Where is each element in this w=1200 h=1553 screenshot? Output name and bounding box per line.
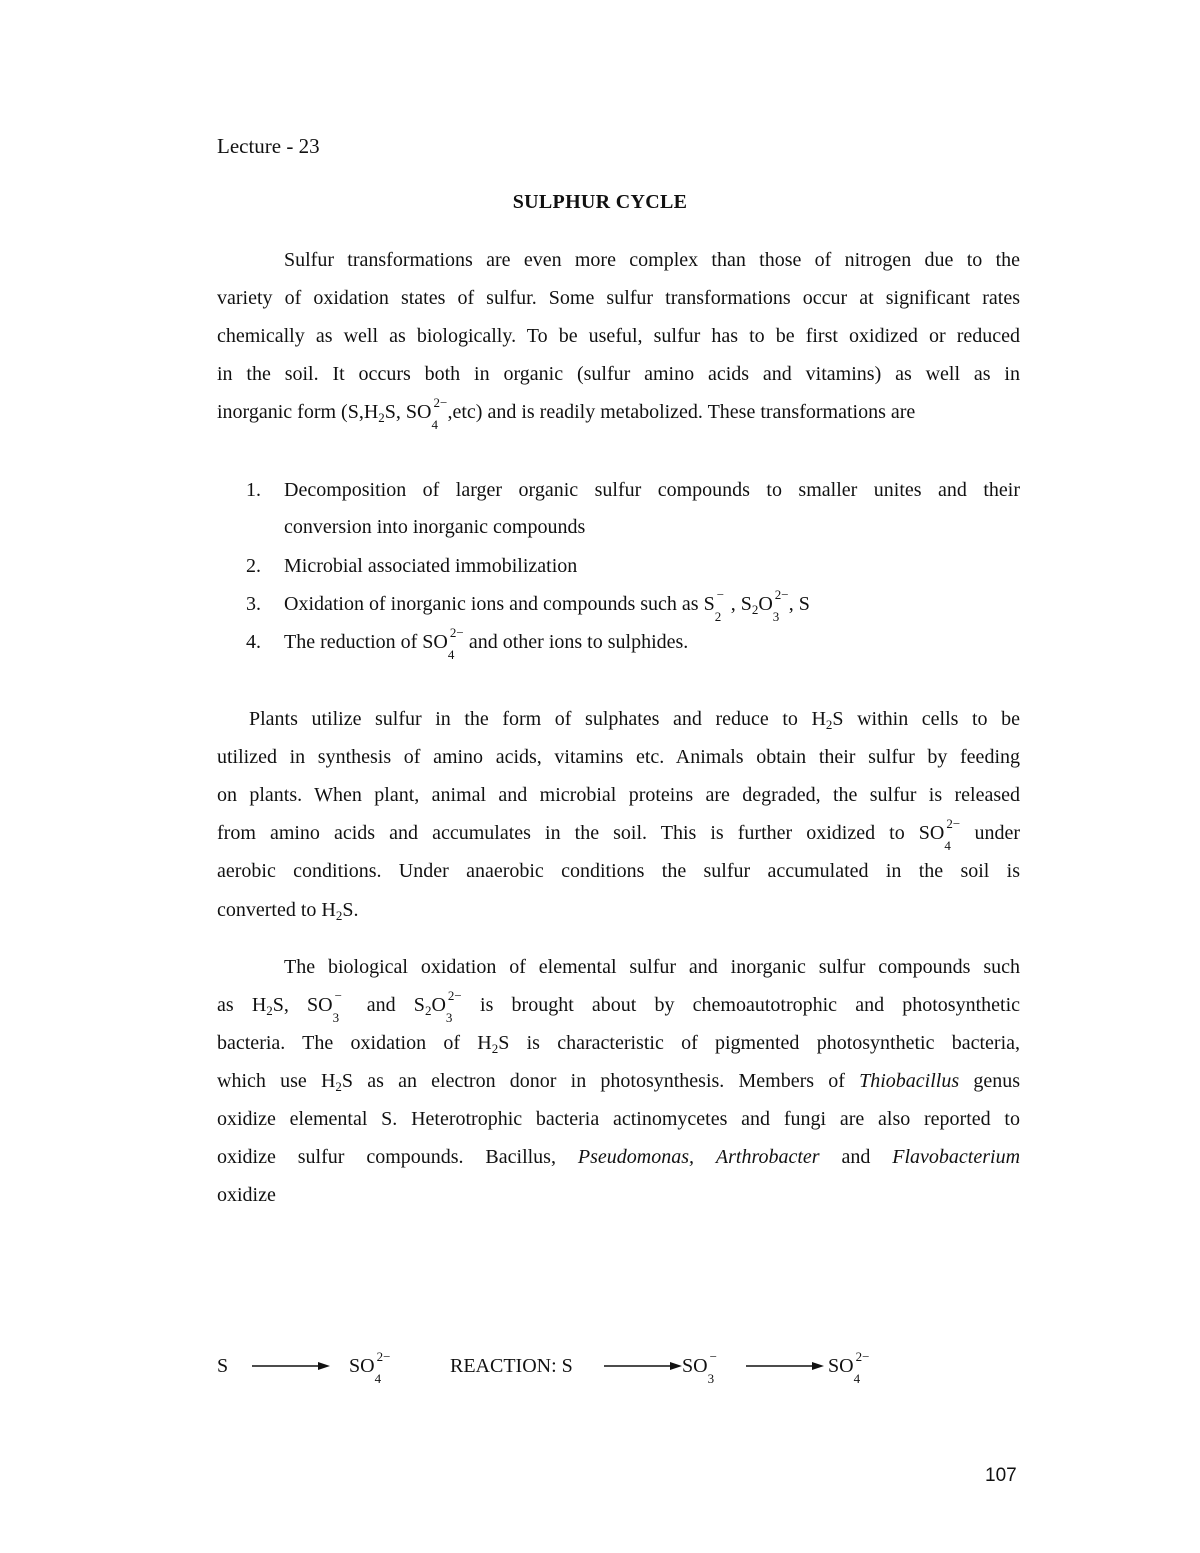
- list-number: 4.: [246, 631, 261, 653]
- lecture-number: Lecture - 23: [217, 134, 320, 158]
- list-item: Oxidation of inorganic ions and compounds such as S 2 − , $S_2O$ 3 2− , S: [284, 587, 810, 624]
- arrow-right-icon: [604, 1361, 682, 1371]
- text-line: chemically as well as biologically. To be useful, sulfur has to be first oxidized or reduced: [217, 325, 1020, 347]
- list-number: 2.: [246, 555, 261, 577]
- list-item: Decomposition of larger organic sulfur compounds to smaller unites and their: [284, 479, 1020, 501]
- genus-name: Arthrobacter: [715, 1146, 820, 1168]
- text-line: from amino acids and accumulates in the soil. This is further oxidized to SO 4 2− under: [217, 816, 1020, 853]
- text-line: utilized in synthesis of amino acids, vitamins etc. Animals obtain their sulfur by feeding: [217, 746, 1020, 768]
- text-line: oxidize: [217, 1184, 276, 1206]
- text-line: aerobic conditions. Under anaerobic conditions the sulfur accumulated in the soil is: [217, 860, 1020, 882]
- arrow-right-icon: [252, 1361, 330, 1371]
- text-line: which use $H_2S$ as an electron donor in photosynthesis. Members of Thiobacillus genus: [217, 1070, 1020, 1094]
- list-number: 1.: [246, 479, 261, 501]
- sulfur-symbol: S: [217, 1355, 229, 1377]
- sulfate-symbol: SO 4 2−: [828, 1349, 870, 1386]
- text-line: The biological oxidation of elemental sulfur and inorganic sulfur compounds such: [284, 956, 1020, 978]
- reaction-label: REACTION: S: [450, 1355, 573, 1377]
- text-line: Sulfur transformations are even more complex than those of nitrogen due to the: [284, 249, 1020, 271]
- genus-name: Thiobacillus: [859, 1070, 960, 1092]
- text-line: on plants. When plant, animal and microbial proteins are degraded, the sulfur is released: [217, 784, 1020, 806]
- text-line: oxidize sulfur compounds. Bacillus, Pseudomonas, Arthrobacter and Flavobacterium: [217, 1146, 1021, 1168]
- text-line: Plants utilize sulfur in the form of sulphates and reduce to $H_2S$ within cells to be: [249, 708, 1020, 732]
- text-line: converted to $H_2S$.: [217, 899, 359, 923]
- genus-name: Pseudomonas,: [577, 1146, 694, 1168]
- text-line: variety of oxidation states of sulfur. Some sulfur transformations occur at significant rates: [217, 287, 1020, 309]
- sulfate-symbol: SO 4 2−: [349, 1349, 391, 1386]
- page-title: SULPHUR CYCLE: [512, 191, 688, 213]
- genus-name: Flavobacterium: [892, 1146, 1021, 1168]
- list-item-continuation: conversion into inorganic compounds: [284, 516, 586, 538]
- text-line: as $H_2S$, SO 3 − and $S_2O$ 3 2− is brought about by chemoautotrophic and photosynthetic: [217, 988, 1020, 1025]
- list-item: Microbial associated immobilization: [284, 555, 578, 577]
- text-line: inorganic form ($S,H_2S$, SO 4 2− ,etc) and is readily metabolized. These transformations are: [217, 395, 916, 432]
- text-line: bacteria. The oxidation of $H_2S$ is characteristic of pigmented photosynthetic bacteria,: [217, 1032, 1021, 1056]
- sulfite-symbol: SO 3 −: [682, 1349, 717, 1386]
- list-item: The reduction of SO 4 2− and other ions to sulphides.: [284, 625, 689, 662]
- text-line: in the soil. It occurs both in organic (sulfur amino acids and vitamins) as well as in: [217, 363, 1020, 385]
- list-number: 3.: [246, 593, 261, 615]
- page-number: 107: [985, 1465, 1017, 1486]
- arrow-right-icon: [746, 1361, 824, 1371]
- text-line: oxidize elemental S. Heterotrophic bacteria actinomycetes and fungi are also reported to: [217, 1108, 1020, 1130]
